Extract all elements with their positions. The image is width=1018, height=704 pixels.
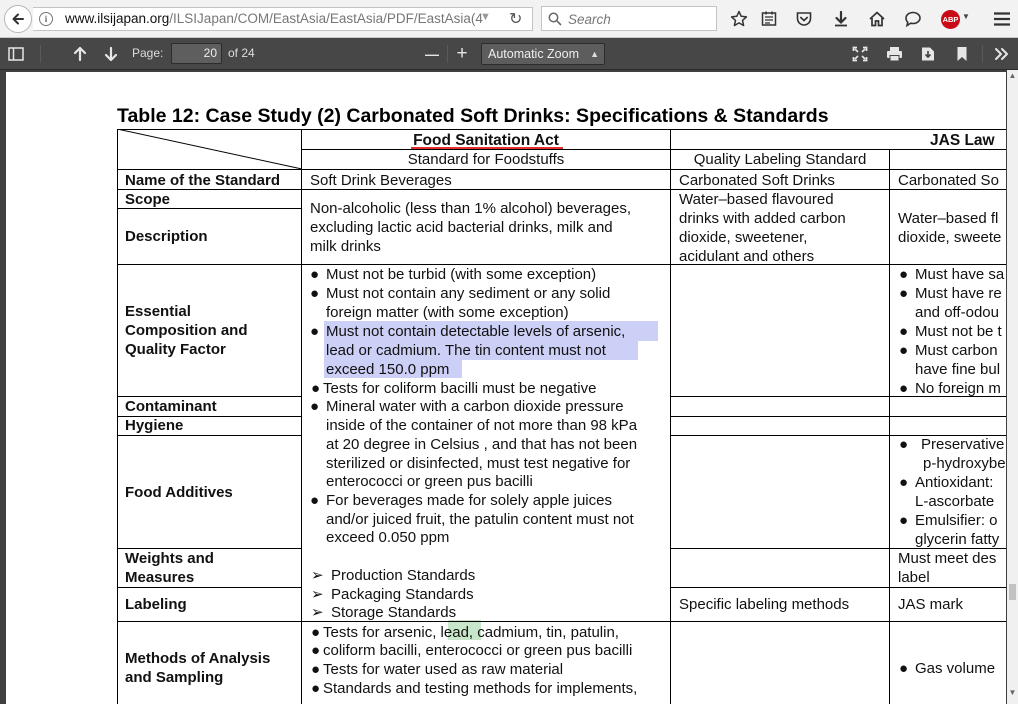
header-quality-labeling-standard: Quality Labeling Standard — [693, 151, 867, 168]
toolbar-separator — [40, 45, 41, 63]
col3-weights-line: Must meet des — [898, 550, 997, 567]
row-label-weights-1: Weights and — [125, 550, 214, 567]
zoom-out-button[interactable]: — — [425, 46, 439, 62]
list-item-continuation: sterilized or disinfected, must test negative for — [326, 455, 631, 472]
reading-list-icon[interactable] — [758, 8, 780, 30]
list-item-continuation: inside of the container of not more than 98 kPa — [326, 417, 638, 434]
row-label-food-additives: Food Additives — [125, 484, 233, 501]
page-label: Page: — [132, 46, 164, 60]
list-item-continuation: enterococci or green pus bacilli — [326, 473, 533, 490]
list-item: ● Emulsifier: o — [899, 512, 998, 529]
col1-description-line: excluding lactic acid bacterial drinks, milk and — [310, 219, 613, 236]
scroll-up-arrow-icon[interactable]: ▲ — [1008, 71, 1017, 80]
list-item-continuation: glycerin fatty — [915, 531, 1000, 548]
list-item-continuation: exceed 150.0 ppm — [326, 361, 450, 378]
list-item: ● For beverages made for solely apple juices — [310, 492, 612, 509]
tools-menu-icon[interactable] — [992, 45, 1012, 63]
col3-description-line: dioxide, sweete — [898, 229, 1002, 246]
list-item: ● Must have re — [899, 285, 1002, 302]
list-item: ● Must not contain any sediment or any solid — [310, 285, 611, 302]
list-item-continuation: at 20 degree in Celsius , and that has not been — [326, 436, 638, 453]
url-text[interactable] — [65, 11, 505, 26]
back-arrow-icon — [10, 11, 26, 27]
row-label-methods-2: and Sampling — [125, 669, 224, 686]
list-item: ➢ Packaging Standards — [311, 586, 474, 603]
url-path: /ILSIJapan/COM/EastAsia/EastAsia/PDF/EastAsia(4 — [169, 11, 483, 26]
browser-toolbar — [0, 0, 1018, 38]
list-item: ● Standards and testing methods for implements, — [311, 680, 638, 697]
row-label-essential-1: Essential — [125, 303, 191, 320]
col3-description-line: Water–based fl — [898, 210, 999, 227]
cell-name-col3: Carbonated So — [898, 172, 999, 189]
url-dropdown-icon[interactable]: ▼ — [480, 11, 491, 23]
bookmark-star-icon[interactable] — [728, 8, 750, 30]
zoom-value: Automatic Zoom — [488, 47, 580, 61]
search-bar[interactable] — [541, 6, 717, 31]
col2-description-line: acidulant and others — [679, 248, 815, 265]
list-item: ● Must not contain detectable levels of arsenic, — [310, 323, 626, 340]
list-item: ● Antioxidant: — [899, 474, 994, 491]
row-label-description: Description — [125, 228, 208, 245]
scroll-down-arrow-icon[interactable]: ▼ — [1008, 688, 1017, 697]
reload-icon[interactable]: ↻ — [509, 11, 523, 28]
presentation-mode-icon[interactable] — [850, 45, 870, 63]
pdf-viewer[interactable] — [0, 70, 1018, 704]
col3-weights-line: label — [898, 569, 930, 586]
zoom-select[interactable] — [481, 43, 605, 65]
list-item-continuation: have fine bul — [915, 361, 1001, 378]
url-bar[interactable] — [33, 7, 533, 31]
list-item: ➢ Storage Standards — [311, 604, 457, 621]
row-label-scope: Scope — [125, 191, 171, 208]
row-label-essential-3: Quality Factor — [125, 341, 226, 358]
pocket-icon[interactable] — [793, 8, 815, 30]
search-icon — [548, 12, 562, 26]
col2-description-line: Water–based flavoured — [679, 191, 834, 208]
col2-description-line: dioxide, sweetener, — [679, 229, 808, 246]
list-item: ● Tests for coliform bacilli must be negative — [311, 380, 597, 397]
search-match-text: lead — [440, 624, 469, 641]
toolbar-separator — [447, 45, 448, 63]
pdf-page — [6, 72, 1006, 704]
list-item-continuation: L-ascorbate — [915, 493, 995, 510]
cell-name-col1: Soft Drink Beverages — [310, 172, 452, 189]
download-icon[interactable] — [830, 8, 852, 30]
site-info-icon[interactable]: i — [39, 12, 53, 26]
row-label-weights-2: Measures — [125, 569, 195, 586]
list-item: ● Must not be t — [899, 323, 1002, 340]
vertical-scrollbar[interactable] — [1007, 70, 1018, 704]
search-placeholder: Search — [568, 12, 611, 27]
save-download-icon[interactable] — [918, 45, 938, 63]
scrollbar-thumb[interactable] — [1009, 584, 1016, 600]
list-item: ● Must have sa — [899, 266, 1005, 283]
zoom-in-button[interactable]: + — [456, 43, 468, 64]
page-number-input[interactable]: 20 — [171, 43, 222, 64]
cell-name-col2: Carbonated Soft Drinks — [679, 172, 835, 189]
pdf-toolbar — [0, 38, 1018, 70]
list-item: ● Tests for water used as raw material — [311, 661, 564, 678]
col2-description-line: drinks with added carbon — [679, 210, 846, 227]
menu-hamburger-icon[interactable] — [991, 8, 1013, 30]
row-label-hygiene: Hygiene — [125, 417, 184, 434]
row-label-methods-1: Methods of Analysis — [125, 650, 271, 667]
col1-description-line: milk drinks — [310, 238, 381, 255]
table-title: Table 12: Case Study (2) Carbonated Soft Drinks: Specifications & Standards — [117, 105, 829, 127]
list-item-continuation: and off-odou — [915, 304, 999, 321]
back-button[interactable] — [4, 5, 32, 33]
list-item: ● No foreign m — [899, 380, 1001, 397]
col3-labeling: JAS mark — [898, 596, 964, 613]
row-label-contaminant: Contaminant — [125, 398, 217, 415]
adblock-icon[interactable]: ABP — [941, 10, 960, 29]
list-item: ● coliform bacilli, enterococci or green pus bacilli — [311, 642, 633, 659]
toolbar-separator — [982, 45, 983, 63]
previous-page-icon[interactable] — [70, 45, 90, 63]
list-item: ● Preservative — [899, 436, 1005, 453]
header-jas-law: JAS Law — [930, 132, 995, 149]
list-item-continuation: lead or cadmium. The tin content must not — [326, 342, 606, 359]
col1-description-line: Non-alcoholic (less than 1% alcohol) beverages, — [310, 200, 632, 217]
chat-bubble-icon[interactable] — [902, 8, 924, 30]
row-label-labeling: Labeling — [125, 596, 187, 613]
print-icon[interactable] — [884, 45, 904, 63]
header-standard-for-foodstuffs: Standard for Foodstuffs — [407, 151, 565, 168]
row-label-essential-2: Composition and — [125, 322, 248, 339]
sidebar-toggle-icon[interactable] — [6, 45, 26, 63]
bookmark-icon[interactable] — [952, 45, 972, 63]
list-item-continuation: and/or juiced fruit, the patulin content must not — [326, 511, 634, 528]
list-item: ● Gas volume — [899, 660, 996, 677]
page-count: of 24 — [228, 46, 255, 60]
list-item-continuation: exceed 0.050 ppm — [326, 529, 450, 546]
col2-labeling: Specific labeling methods — [679, 596, 850, 613]
adblock-dropdown-icon[interactable]: ▼ — [962, 12, 970, 21]
list-item-continuation: p-hydroxybe — [923, 455, 1006, 472]
row-label-name: Name of the Standard — [125, 172, 281, 189]
list-item: ● Must not be turbid (with some exception) — [310, 266, 597, 283]
list-item-continuation: foreign matter (with some exception) — [326, 304, 569, 321]
list-item: ● Mineral water with a carbon dioxide pressure — [310, 398, 624, 415]
next-page-icon[interactable] — [101, 45, 121, 63]
header-food-sanitation-act: Food Sanitation Act — [413, 132, 559, 149]
home-icon[interactable] — [866, 8, 888, 30]
zoom-dropdown-icon: ▲ — [590, 49, 599, 59]
list-item: ➢ Production Standards — [311, 567, 476, 584]
list-item: ● Tests for arsenic, lead, cadmium, tin, patulin, — [311, 624, 619, 641]
url-host: www.ilsijapan.org — [65, 11, 170, 26]
list-item: ● Must carbon — [899, 342, 998, 359]
